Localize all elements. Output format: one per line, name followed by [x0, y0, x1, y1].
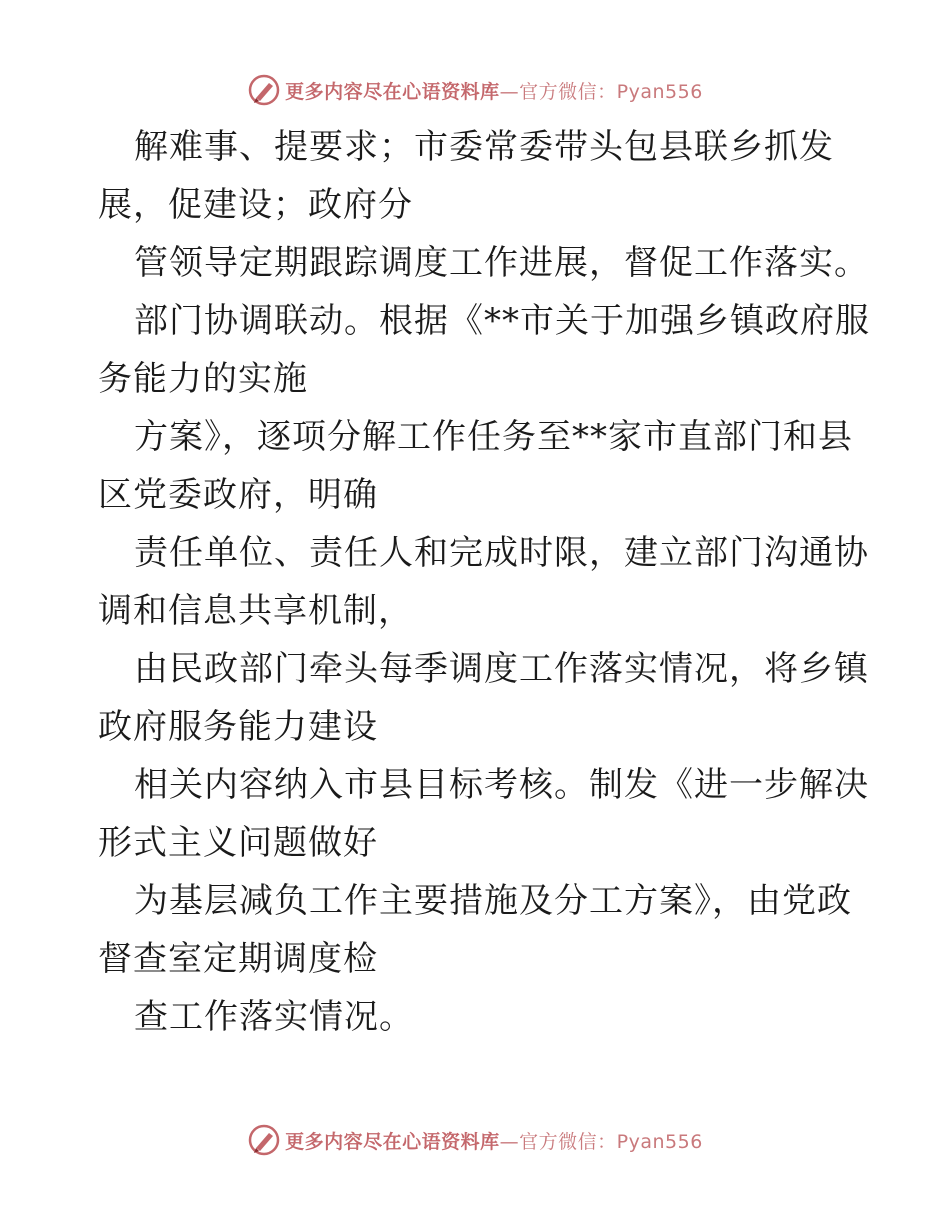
paragraph: [98, 756, 869, 872]
header-watermark: [0, 70, 950, 110]
text-line: 区党委政府，明确: [98, 475, 378, 515]
text-line: 责任单位、责任人和完成时限，建立部门沟通协: [134, 533, 869, 573]
text-line: 部门协调联动。根据《**市关于加强乡镇政府服: [134, 301, 870, 341]
watermark-dash: —: [499, 80, 520, 103]
paragraph: [98, 292, 870, 408]
text-line: 管领导定期跟踪调度工作进展，督促工作落实。: [134, 243, 869, 283]
paragraph: [98, 640, 869, 756]
text-line: 为基层减负工作主要措施及分工方案》，由党政: [134, 881, 852, 921]
text-line: 由民政部门牵头每季调度工作落实情况，将乡镇: [134, 649, 869, 689]
text-line: 政府服务能力建设: [98, 707, 378, 747]
paragraph: [98, 988, 858, 1046]
watermark-main-text: 更多内容尽在心语资料库: [285, 1130, 500, 1153]
watermark-sub-text: 官方微信：Pyan556: [519, 1130, 703, 1153]
document-body: [98, 118, 870, 1046]
text-line: 方案》，逐项分解工作任务至**家市直部门和县: [134, 417, 853, 457]
text-line: 查工作落实情况。: [134, 997, 414, 1037]
paragraph: [98, 408, 858, 524]
watermark-sub-text: 官方微信：Pyan556: [519, 80, 703, 103]
text-line: 调和信息共享机制，: [98, 591, 413, 631]
paragraph: [98, 524, 869, 640]
text-line: 相关内容纳入市县目标考核。制发《进一步解决: [134, 765, 869, 805]
text-line: 展，促建设；政府分: [98, 185, 413, 225]
text-line: 解难事、提要求；市委常委带头包县联乡抓发: [134, 127, 834, 167]
text-line: 督查室定期调度检: [98, 939, 378, 979]
paragraph: [98, 234, 869, 292]
red-pen-logo-icon: [247, 73, 281, 107]
paragraph: [98, 872, 858, 988]
text-line: 务能力的实施: [98, 359, 308, 399]
text-line: 形式主义问题做好: [98, 823, 378, 863]
paragraph: [98, 118, 858, 234]
watermark-main-text: 更多内容尽在心语资料库: [285, 80, 500, 103]
watermark-dash: —: [499, 1130, 520, 1153]
red-pen-logo-icon: [247, 1123, 281, 1157]
footer-watermark: [0, 1120, 950, 1160]
